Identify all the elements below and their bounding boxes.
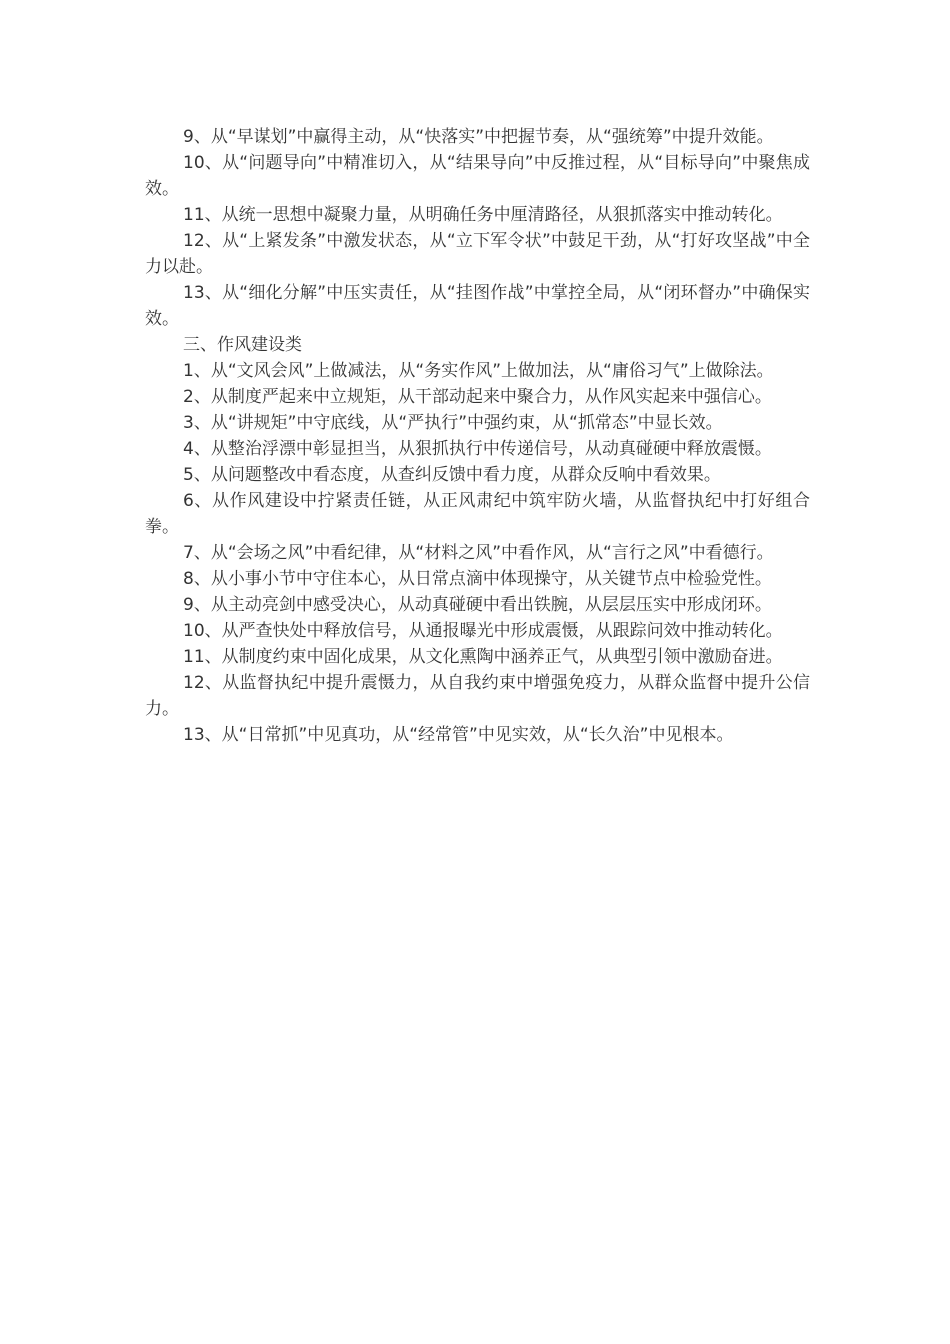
paragraph-12-supervision: 12、从监督执纪中提升震慑力，从自我约束中增强免疫力，从群众监督中提升公信力。 bbox=[145, 673, 810, 719]
section-heading-work-style: 三、作风建设类 bbox=[183, 335, 302, 355]
paragraph-9-early-planning: 9、从“早谋划”中赢得主动，从“快落实”中把握节奏，从“强统筹”中提升效能。 bbox=[183, 127, 774, 147]
paragraph-10-strict-investigation: 10、从严查快处中释放信号，从通报曝光中形成震慑，从跟踪问效中推动转化。 bbox=[183, 621, 783, 641]
paragraph-13-daily-management: 13、从“日常抓”中见真功，从“经常管”中见实效，从“长久治”中见根本。 bbox=[183, 725, 734, 745]
paragraph-7-meeting-style: 7、从“会场之风”中看纪律，从“材料之风”中看作风，从“言行之风”中看德行。 bbox=[183, 543, 774, 563]
paragraph-10-problem-oriented: 10、从“问题导向”中精准切入，从“结果导向”中反推过程，从“目标导向”中聚焦成效。 bbox=[145, 153, 810, 199]
paragraph-2-institutions: 2、从制度严起来中立规矩，从干部动起来中聚合力，从作风实起来中强信心。 bbox=[183, 387, 772, 407]
paragraph-6-responsibility-chain: 6、从作风建设中拧紧责任链，从正风肃纪中筑牢防火墙，从监督执纪中打好组合拳。 bbox=[145, 491, 810, 537]
paragraph-5-problem-rectification: 5、从问题整改中看态度，从查纠反馈中看力度，从群众反响中看效果。 bbox=[183, 465, 721, 485]
paragraph-8-small-matters: 8、从小事小节中守住本心，从日常点滴中体现操守，从关键节点中检验党性。 bbox=[183, 569, 772, 589]
paragraph-12-wind-up: 12、从“上紧发条”中激发状态，从“立下军令状”中鼓足干劲，从“打好攻坚战”中全力以赴。 bbox=[145, 231, 810, 277]
paragraph-1-writing-style: 1、从“文风会风”上做减法，从“务实作风”上做加法，从“庸俗习气”上做除法。 bbox=[183, 361, 774, 381]
paragraph-11-unified-thinking: 11、从统一思想中凝聚力量，从明确任务中厘清路径，从狠抓落实中推动转化。 bbox=[183, 205, 783, 225]
paragraph-13-detailed-breakdown: 13、从“细化分解”中压实责任，从“挂图作战”中掌控全局，从“闭环督办”中确保实效。 bbox=[145, 283, 810, 329]
paragraph-4-rectification: 4、从整治浮漂中彰显担当，从狠抓执行中传递信号，从动真碰硬中释放震慑。 bbox=[183, 439, 772, 459]
paragraph-11-institutional-constraint: 11、从制度约束中固化成果，从文化熏陶中涵养正气，从典型引领中激励奋进。 bbox=[183, 647, 783, 667]
paragraph-3-rules: 3、从“讲规矩”中守底线，从“严执行”中强约束，从“抓常态”中显长效。 bbox=[183, 413, 723, 433]
document-body bbox=[145, 124, 810, 748]
paragraph-9-determination: 9、从主动亮剑中感受决心，从动真碰硬中看出铁腕，从层层压实中形成闭环。 bbox=[183, 595, 772, 615]
